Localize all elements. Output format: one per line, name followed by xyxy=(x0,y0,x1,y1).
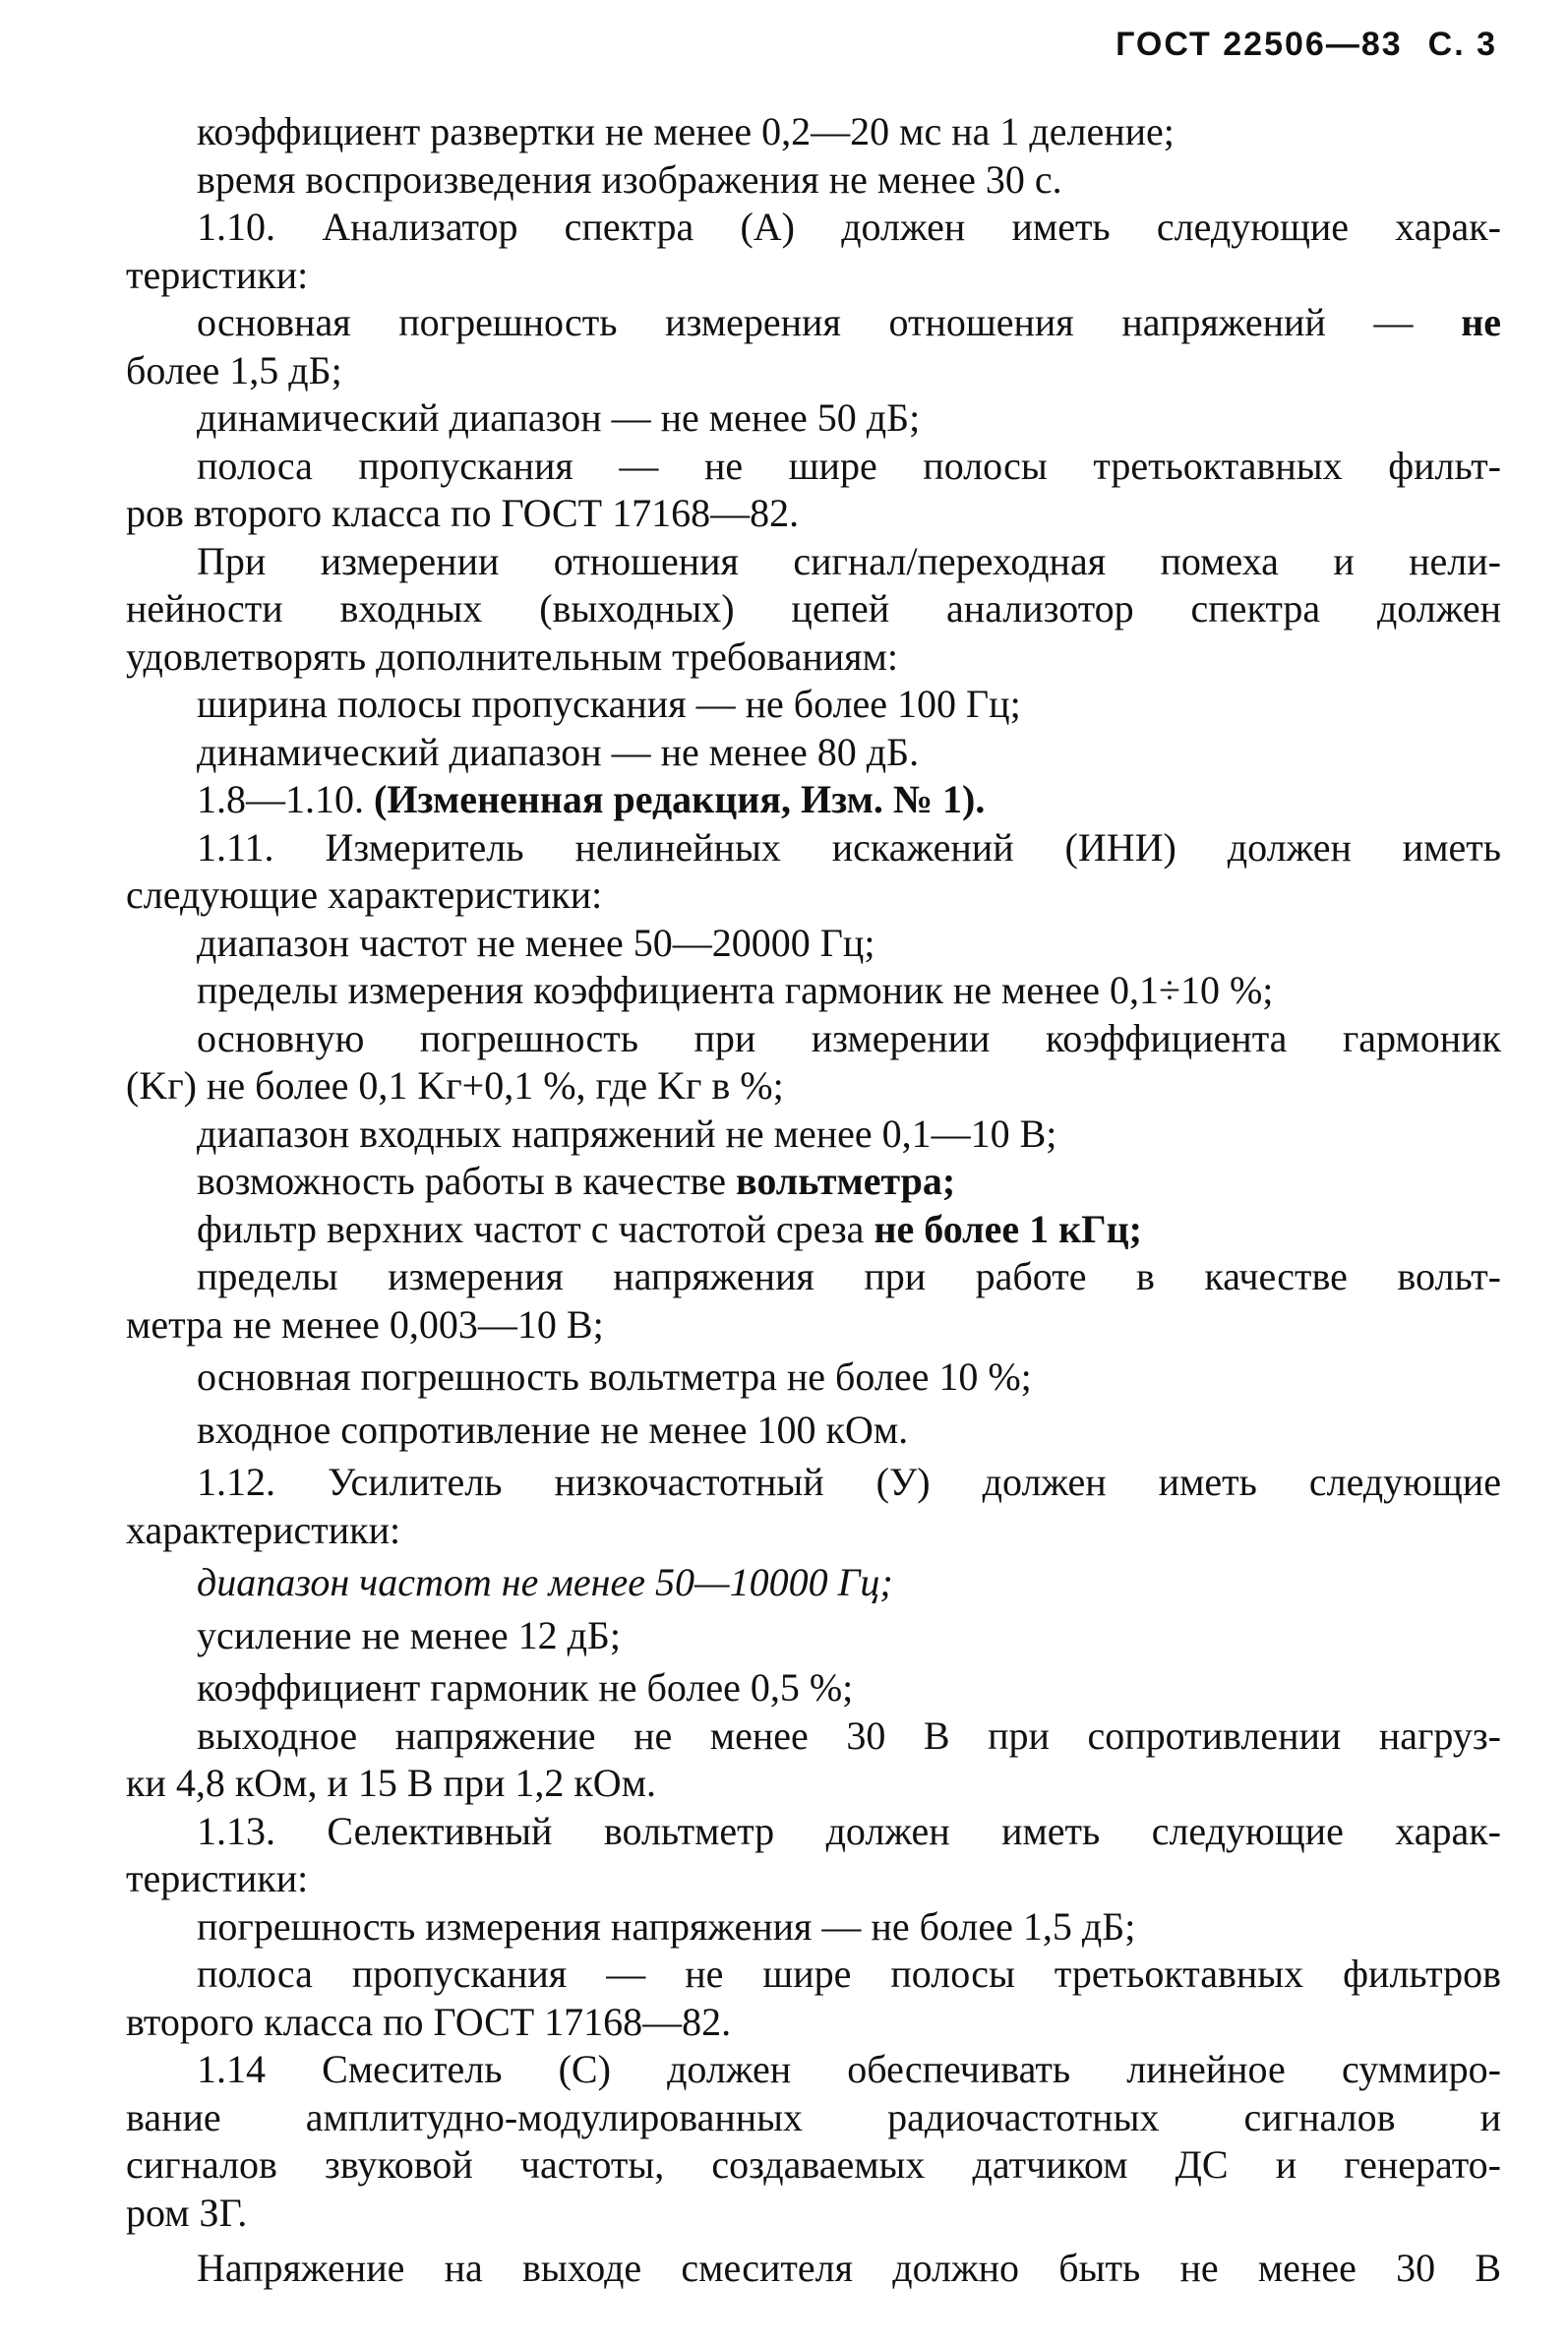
text-line: коэффициент гармоник не более 0,5 %; xyxy=(197,1665,854,1710)
text-line: При измерении отношения сигнал/переходная помеха и нели- xyxy=(197,538,1501,583)
clause-1-10-heading: 1.10. Анализатор спектра (А) должен иметь следующие харак- xyxy=(197,205,1501,249)
text-line: теристики: xyxy=(126,1856,309,1900)
text-line: основная погрешность вольтметра не более 10 %; xyxy=(197,1354,1032,1399)
text-line: более 1,5 дБ; xyxy=(126,347,342,392)
text-line: динамический диапазон — не менее 50 дБ; xyxy=(197,395,921,440)
clause-1-11-heading: 1.11. Измеритель нелинейных искажений (ИНИ) должен иметь xyxy=(197,824,1501,870)
text-line: пределы измерения напряжения при работе в качестве вольт- xyxy=(197,1254,1501,1298)
text-line: метра не менее 0,003—10 В; xyxy=(126,1301,604,1347)
text-line xyxy=(126,1559,1501,1607)
text-line: пределы измерения коэффициента гармоник не менее 0,1÷10 %; xyxy=(197,968,1274,1012)
text-line: входное сопротивление не менее 100 кОм. xyxy=(197,1407,909,1452)
text-line: динамический диапазон — не менее 80 дБ. xyxy=(197,729,920,774)
text-line xyxy=(126,299,1501,347)
amendment-note xyxy=(126,776,1501,824)
italic-fragment: диапазон частот не менее 50—10000 Гц; xyxy=(197,1560,893,1604)
text-line: второго класса по ГОСТ 17168—82. xyxy=(126,1999,732,2044)
bold-fragment: вольтметра; xyxy=(736,1159,956,1203)
document-number: ГОСТ 22506—83 xyxy=(1116,26,1403,63)
text-line: удовлетворять дополнительным требованиям: xyxy=(126,633,898,679)
text-line: сигналов звуковой частоты, создаваемых датчиком ДС и генерато- xyxy=(126,2142,1501,2187)
text-fragment: фильтр верхних частот с частотой среза xyxy=(197,1206,865,1251)
text-fragment: основная погрешность измерения отношения напряжений — xyxy=(197,300,1414,344)
page-number: С. 3 xyxy=(1427,26,1497,63)
text-line: усиление не менее 12 дБ; xyxy=(197,1612,622,1657)
text-line: коэффициент развертки не менее 0,2—20 мс на 1 деление; xyxy=(197,109,1175,153)
text-line: полоса пропускания — не шире полосы третьоктавных фильтров xyxy=(197,1952,1501,1996)
text-line: теристики: xyxy=(126,252,309,297)
text-line: Напряжение на выходе смесителя должно быть не менее 30 В xyxy=(197,2246,1501,2290)
text-line: следующие характеристики: xyxy=(126,872,603,917)
text-line: основную погрешность при измерении коэффициента гармоник xyxy=(197,1015,1501,1060)
text-line xyxy=(126,1206,1501,1254)
text-line: ров второго класса по ГОСТ 17168—82. xyxy=(126,491,800,535)
text-line: время воспроизведения изображения не менее 30 с. xyxy=(197,156,1062,202)
text-line: погрешность измерения напряжения — не более 1,5 дБ; xyxy=(197,1903,1136,1949)
text-line: выходное напряжение не менее 30 В при сопротивлении нагруз- xyxy=(197,1713,1501,1758)
text-line: ширина полосы пропускания — не более 100 Гц; xyxy=(197,682,1021,726)
text-line: нейности входных (выходных) цепей анализотор спектра должен xyxy=(126,586,1501,631)
text-fragment: 1.8—1.10. xyxy=(197,777,364,821)
bold-fragment: не xyxy=(1461,300,1501,344)
page-header xyxy=(1116,26,1497,64)
bold-fragment: не более 1 кГц; xyxy=(874,1206,1142,1251)
text-line: диапазон входных напряжений не менее 0,1—10 В; xyxy=(197,1111,1057,1156)
text-line: полоса пропускания — не шире полосы третьоктавных фильт- xyxy=(197,443,1501,488)
text-line: диапазон частот не менее 50—20000 Гц; xyxy=(197,920,875,965)
text-fragment: возможность работы в качестве xyxy=(197,1159,726,1203)
text-line: (Kг) не более 0,1 Kг+0,1 %, где Kг в %; xyxy=(126,1063,784,1108)
clause-1-14-heading: 1.14 Смеситель (С) должен обеспечивать линейное суммиро- xyxy=(197,2047,1501,2091)
bold-fragment: (Измененная редакция, Изм. № 1). xyxy=(374,777,986,821)
text-line: ки 4,8 кОм, и 15 В при 1,2 кОм. xyxy=(126,1761,657,1805)
clause-1-12-heading: 1.12. Усилитель низкочастотный (У) должен иметь следующие xyxy=(197,1460,1501,1504)
text-line: характеристики: xyxy=(126,1507,401,1552)
text-line: ром ЗГ. xyxy=(126,2190,248,2235)
clause-1-13-heading: 1.13. Селективный вольтметр должен иметь следующие харак- xyxy=(197,1808,1501,1853)
document-body xyxy=(126,108,1501,2293)
text-line xyxy=(126,1158,1501,1206)
text-line: вание амплитудно-модулированных радиочастотных сигналов и xyxy=(126,2094,1501,2139)
